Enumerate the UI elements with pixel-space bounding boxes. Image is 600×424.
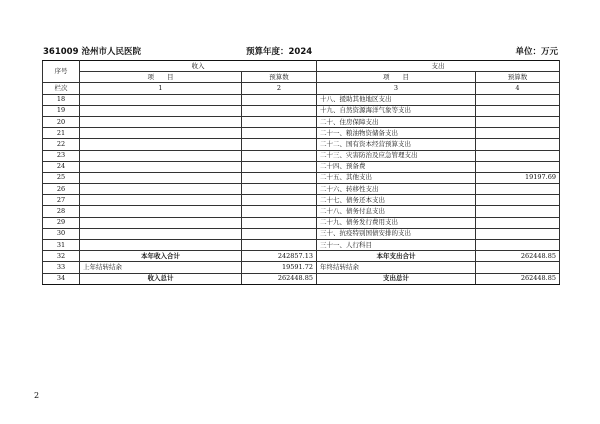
income-amount	[242, 172, 317, 183]
expense-item: 二十七、债务还本支出	[317, 195, 476, 206]
row-number: 23	[43, 150, 80, 161]
row-number: 31	[43, 240, 80, 251]
income-amount	[242, 184, 317, 195]
table-row	[43, 105, 560, 116]
expense-item-header: 项 目	[317, 72, 476, 83]
row-number: 34	[43, 273, 80, 284]
income-item	[80, 217, 242, 228]
table-row	[43, 172, 560, 183]
income-item: 本年收入合计	[80, 251, 242, 262]
budget-table	[42, 60, 560, 285]
expense-item: 二十九、债务发行费用支出	[317, 217, 476, 228]
table-row	[43, 184, 560, 195]
table-row	[43, 217, 560, 228]
row-number: 28	[43, 206, 80, 217]
income-item	[80, 195, 242, 206]
row-number: 27	[43, 195, 80, 206]
income-item	[80, 116, 242, 127]
income-amount	[242, 228, 317, 239]
income-item	[80, 172, 242, 183]
col-index-1: 1	[80, 83, 242, 94]
expense-amount: 19197.69	[476, 172, 560, 183]
row-number: 32	[43, 251, 80, 262]
table-header-row	[43, 61, 560, 72]
income-item-header: 项 目	[80, 72, 242, 83]
page-number: 2	[34, 391, 40, 400]
col-index-2: 2	[242, 83, 317, 94]
expense-amount: 262448.85	[476, 251, 560, 262]
table-subheader-row	[43, 72, 560, 83]
income-amount-header: 预算数	[242, 72, 317, 83]
row-number: 33	[43, 262, 80, 273]
expense-item: 三十一、人行科目	[317, 240, 476, 251]
income-item	[80, 228, 242, 239]
summary-row	[43, 262, 560, 273]
expense-item: 三十、抗疫特别国债安排的支出	[317, 228, 476, 239]
row-number: 20	[43, 116, 80, 127]
expense-amount	[476, 195, 560, 206]
budget-year-label: 预算年度：2024	[246, 47, 313, 57]
expense-amount	[476, 217, 560, 228]
expense-amount	[476, 139, 560, 150]
expense-item: 十九、自然资源海洋气象等支出	[317, 105, 476, 116]
expense-header: 支出	[317, 61, 560, 72]
summary-row	[43, 251, 560, 262]
income-amount: 19591.72	[242, 262, 317, 273]
expense-amount	[476, 161, 560, 172]
expense-amount	[476, 105, 560, 116]
expense-item: 二十六、转移性支出	[317, 184, 476, 195]
row-number: 25	[43, 172, 80, 183]
expense-amount	[476, 94, 560, 105]
expense-item: 二十八、债务付息支出	[317, 206, 476, 217]
row-number: 26	[43, 184, 80, 195]
expense-amount	[476, 184, 560, 195]
expense-amount	[476, 240, 560, 251]
table-row	[43, 150, 560, 161]
income-amount: 262448.85	[242, 273, 317, 284]
table-row	[43, 139, 560, 150]
income-amount	[242, 206, 317, 217]
income-header: 收入	[80, 61, 317, 72]
income-amount	[242, 128, 317, 139]
expense-amount	[476, 128, 560, 139]
expense-item: 二十一、粮油物资储备支出	[317, 128, 476, 139]
income-item	[80, 150, 242, 161]
income-item	[80, 161, 242, 172]
row-number: 18	[43, 94, 80, 105]
expense-item: 二十三、灾害防治及应急管理支出	[317, 150, 476, 161]
expense-item: 本年支出合计	[317, 251, 476, 262]
table-row	[43, 240, 560, 251]
unit-label: 单位：万元	[515, 47, 558, 57]
row-number: 19	[43, 105, 80, 116]
col-index-3: 3	[317, 83, 476, 94]
income-amount	[242, 195, 317, 206]
row-number: 29	[43, 217, 80, 228]
table-row	[43, 161, 560, 172]
expense-item: 二十、住房保障支出	[317, 116, 476, 127]
income-item	[80, 94, 242, 105]
income-amount	[242, 150, 317, 161]
table-row	[43, 116, 560, 127]
income-item	[80, 184, 242, 195]
column-index-row	[43, 83, 560, 94]
income-amount	[242, 94, 317, 105]
income-amount	[242, 105, 317, 116]
lanci-label: 栏次	[43, 83, 80, 94]
income-amount	[242, 116, 317, 127]
expense-amount	[476, 150, 560, 161]
income-amount	[242, 161, 317, 172]
expense-amount	[476, 228, 560, 239]
expense-item: 支出总计	[317, 273, 476, 284]
expense-item: 二十四、预备费	[317, 161, 476, 172]
expense-amount	[476, 206, 560, 217]
expense-amount: 262448.85	[476, 273, 560, 284]
col-index-4: 4	[476, 83, 560, 94]
income-item: 上年结转结余	[80, 262, 242, 273]
summary-row	[43, 273, 560, 284]
row-number: 21	[43, 128, 80, 139]
table-row	[43, 206, 560, 217]
income-item: 收入总计	[80, 273, 242, 284]
income-item	[80, 206, 242, 217]
expense-item: 十八、援助其他地区支出	[317, 94, 476, 105]
expense-amount-header: 预算数	[476, 72, 560, 83]
income-amount	[242, 240, 317, 251]
table-row	[43, 94, 560, 105]
expense-item: 年终结转结余	[317, 262, 476, 273]
income-amount: 242857.13	[242, 251, 317, 262]
income-item	[80, 240, 242, 251]
seq-header: 序号	[43, 61, 80, 83]
expense-item: 二十五、其他支出	[317, 172, 476, 183]
income-amount	[242, 217, 317, 228]
expense-item: 二十二、国有资本经营预算支出	[317, 139, 476, 150]
unit-code-title: 361009 沧州市人民医院	[43, 47, 141, 57]
expense-amount	[476, 116, 560, 127]
income-amount	[242, 139, 317, 150]
row-number: 30	[43, 228, 80, 239]
table-row	[43, 128, 560, 139]
income-item	[80, 139, 242, 150]
income-item	[80, 105, 242, 116]
expense-amount	[476, 262, 560, 273]
income-item	[80, 128, 242, 139]
table-row	[43, 228, 560, 239]
row-number: 24	[43, 161, 80, 172]
table-row	[43, 195, 560, 206]
row-number: 22	[43, 139, 80, 150]
